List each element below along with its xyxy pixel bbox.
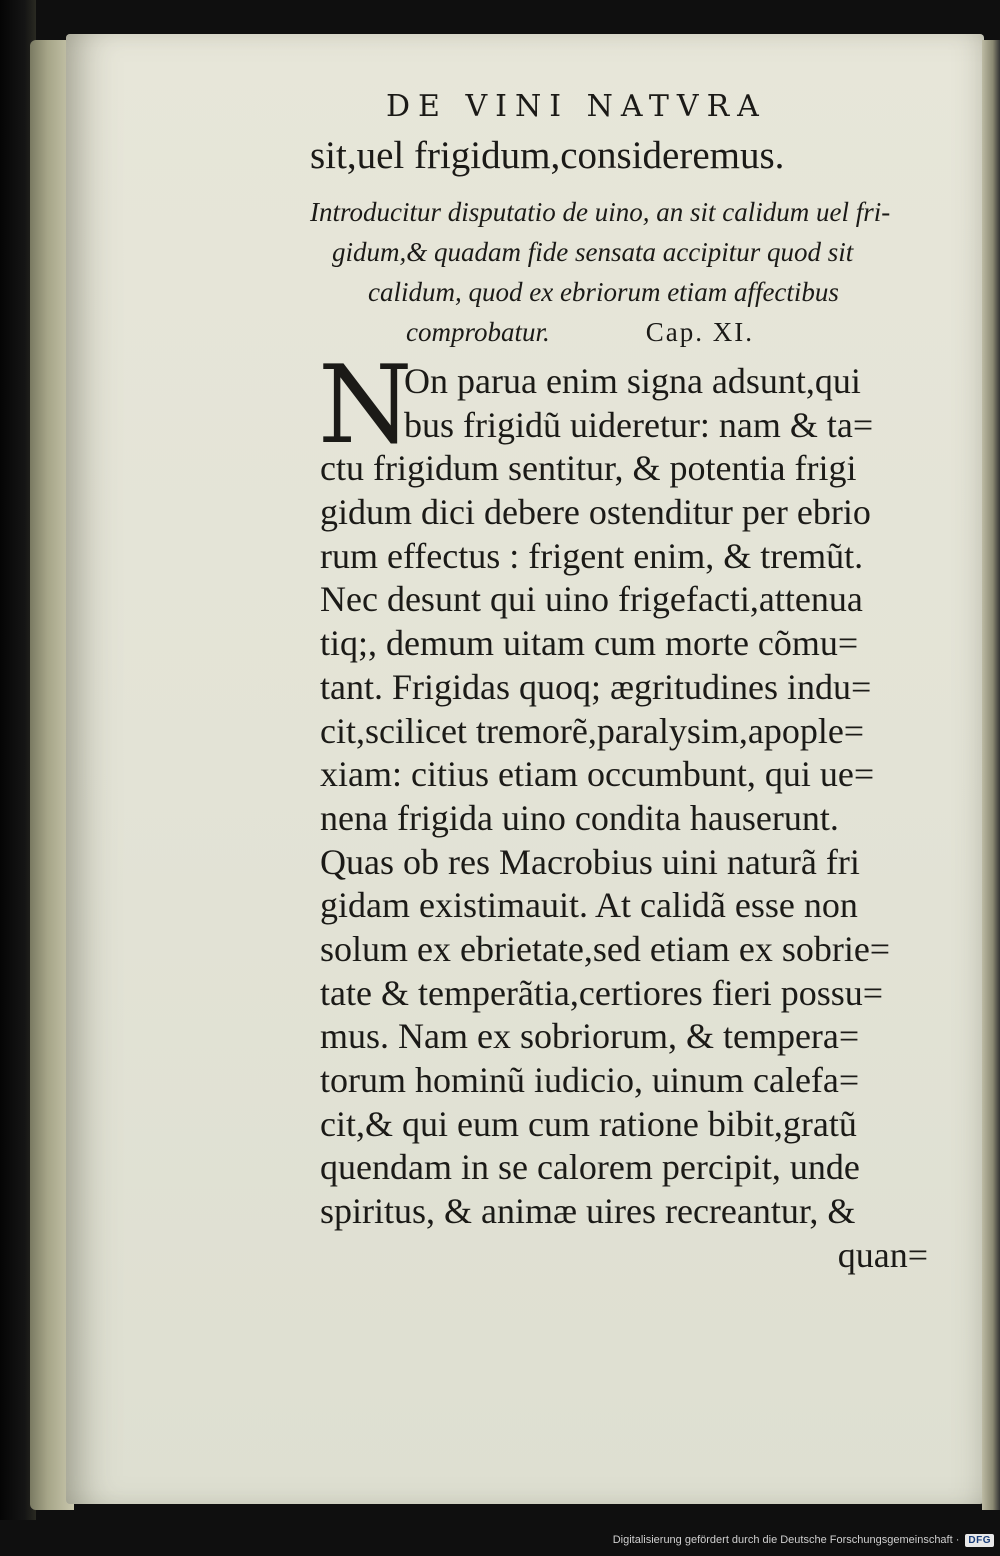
- body-line: mus. Nam ex sobriorum, & tempera=: [320, 1016, 860, 1057]
- body-line: tiq;, demum uitam cum morte cõmu=: [320, 623, 859, 664]
- body-line: torum hominũ iudicio, uinum calefa=: [320, 1060, 860, 1100]
- body-line: On parua enim signa adsunt,qui: [404, 361, 861, 401]
- digitization-credit: [613, 1528, 994, 1552]
- chapter-heading-line: Introducitur disputatio de uino, an sit calidum uel fri‐: [310, 197, 891, 227]
- body-line: spiritus, & animæ uires recreantur, &: [320, 1191, 856, 1232]
- body-line: solum ex ebrietate,sed etiam ex sobrie=: [320, 928, 891, 969]
- body-line: gidum dici debere ostenditur per ebrio: [320, 492, 871, 533]
- body-line: Nec desunt qui uino frigefacti,attenua: [320, 579, 863, 620]
- continuation-line: sit,uel frigidum,consideremus.: [310, 134, 785, 177]
- body-line: xiam: citius etiam occumbunt, qui ue=: [320, 754, 875, 795]
- book-edge-right: [982, 40, 1000, 1510]
- running-head: DE VINI NATVRA: [386, 89, 767, 124]
- chapter-heading: [310, 192, 932, 352]
- chapter-number: Cap. XI.: [645, 317, 754, 347]
- chapter-heading-text: comprobatur.: [406, 317, 550, 347]
- body-line: tate & temperãtia,certiores fieri possu=: [320, 972, 884, 1013]
- body-line: bus frigidũ uideretur: nam & ta=: [404, 404, 874, 445]
- body-line: rum effectus : frigent enim, & tremũt.: [320, 535, 864, 576]
- drop-initial: N: [318, 343, 413, 468]
- body-line: gidam existimauit. At calidã esse non: [320, 885, 858, 926]
- chapter-heading-line: gidum,& quadam fide sensata accipitur quod sit: [332, 237, 854, 267]
- chapter-heading-line: calidum, quod ex ebriorum etiam affectibus: [368, 277, 839, 307]
- body-line: quendam in se calorem percipit, unde: [320, 1147, 860, 1188]
- credit-text: Digitalisierung gefördert durch die Deutsche Forschungsgemeinschaft ·: [612, 1534, 960, 1546]
- body-line: cit,& qui eum cum ratione bibit,gratũ: [320, 1103, 857, 1144]
- body-line: tant. Frigidas quoq; ægritudines indu=: [320, 666, 872, 707]
- body-line: Quas ob res Macrobius uini naturã fri: [320, 841, 860, 882]
- chapter-heading-line: [406, 312, 932, 352]
- dfg-logo: DFG: [965, 1534, 994, 1547]
- body-line: nena frigida uino condita hauserunt.: [320, 797, 839, 838]
- body-line: ctu frigidum sentitur, & potentia frigi: [320, 448, 857, 489]
- page-text-block: [310, 82, 932, 1277]
- catchword: quan=: [837, 1234, 928, 1275]
- body-text: [318, 343, 932, 1277]
- body-line: cit,scilicet tremorẽ,paralysim,apople=: [320, 710, 865, 751]
